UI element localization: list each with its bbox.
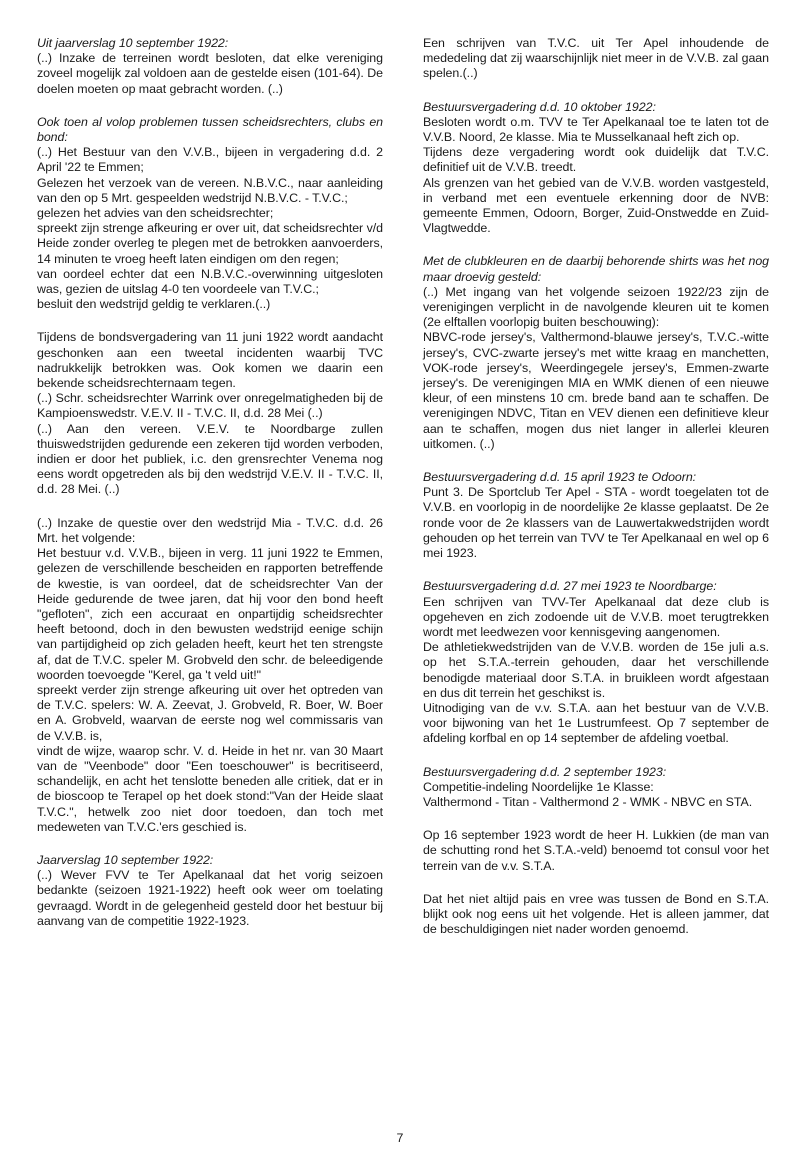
paragraph-text: Op 16 september 1923 wordt de heer H. Lukkien (de man van de schutting rond het S.T.A.-veld) benoemd tot consul voor het terrein van de v.v. S.T.A. [423,828,769,873]
paragraph [423,100,769,237]
paragraph-heading: Met de clubkleuren en de daarbij behorende shirts was het nog maar droevig gesteld: [423,254,769,284]
paragraph [423,254,769,452]
paragraph-text: (..) Wever FVV te Ter Apelkanaal dat het vorig seizoen bedankte (seizoen 1921-1922) heeft ook weer om toelating gevraagd. Wordt in de gelegenheid gesteld door het bestuur bij aanvang van de competitie 1922-1923. [37,868,383,928]
paragraph [37,330,383,497]
paragraph-text: (..) Het Bestuur van den V.V.B., bijeen in vergadering d.d. 2 April '22 te Emmen; Gelezen het verzoek van de vereen. N.B.V.C., naar aanleiding van den op 5 Mrt. gespeelden wedstrijd N.B.V.C. - T.V.C.; gelezen het advies van den scheidsrechter; spreekt zijn strenge afkeuring er over uit, dat scheidsrechter v/d Heide zonder overleg te plegen met de betrokken aanvoerders, 14 minuten te vroeg heeft laten eindigen om den regen; van oordeel echter dat een N.B.V.C.-overwinning uitgesloten was, gezien de uitslag 4-0 ten voordeele van T.V.C.; besluit den wedstrijd geldig te verklaren.(..) [37,145,383,312]
paragraph [37,36,383,97]
paragraph-text: Dat het niet altijd pais en vree was tussen de Bond en S.T.A. blijkt ook nog eens uit het volgende. Het is alleen jammer, dat de beschuldigingen niet nader worden genoemd. [423,891,769,937]
paragraph-heading: Bestuursvergadering d.d. 15 april 1923 te Odoorn: [423,470,697,485]
left-column [37,36,383,929]
paragraph-heading: Ook toen al volop problemen tussen scheidsrechters, clubs en bond: [37,114,383,145]
paragraph [37,853,383,929]
paragraph [423,892,769,938]
paragraph-text: Competitie-indeling Noordelijke 1e Klasse: Valthermond - Titan - Valthermond 2 - WMK - NBVC en STA. [423,779,753,809]
paragraph [37,516,383,835]
paragraph-text: Tijdens de bondsvergadering van 11 juni 1922 wordt aandacht geschonken aan een tweetal incidenten waarbij TVC nadrukkelijk betrokken was. Ook komen we daarin een bekende scheidsrechternaam tegen. (..) Schr. scheidsrechter Warrink over onregelmatigheden bij de Kampioenswedstr. V.E.V. II - T.V.C. II, d.d. 28 Mei (..) (..) Aan den vereen. V.E.V. te Noordbarge zullen thuiswedstrijden gedurende een zekeren tijd worden verboden, indien er door het publiek, i.c. den grensrechter Venema nog eens wordt opgetreden als bij den wedstrijd V.E.V. II - T.V.C. II, d.d. 28 Mei. (..) [37,330,383,497]
paragraph [423,579,769,746]
page-number: 7 [396,1131,404,1145]
right-column [423,36,769,937]
paragraph-heading: Bestuursvergadering d.d. 27 mei 1923 te Noordbarge: [423,579,717,594]
paragraph-text: Besloten wordt o.m. TVV te Ter Apelkanaal toe te laten tot de V.V.B. Noord, 2e klasse. Mia te Musselkanaal heft zich op. Tijdens deze vergadering wordt ook duidelijk dat T.V.C. definitief uit de V.V.B. treedt. Als grenzen van het gebied van de V.V.B. worden vastgesteld, in verband met een eventuele erkenning door de NVB: gemeente Emmen, Odoorn, Borger, Zuid-Onstwedde en Zuid-Vlagtwedde. [423,114,769,236]
paragraph-text: (..) Met ingang van het volgende seizoen 1922/23 zijn de verenigingen verplicht in de navolgende kleuren uit te komen (2e elftallen voorlopig buiten beschouwing): NBVC-rode jersey's, Valthermond-blauwe jersey's, T.V.C.-witte jersey's, CVC-zwarte jersey's met witte kraag en manchetten, VOK-rode jersey's, Weerdingegele jersey's, Emmen-zwarte jersey's. De verenigingen MIA en WMK dienen of een nieuwe kleur, of een minstens 10 cm. brede band aan te schaffen. De verenigingen NDVC, Titan en VEV dienen een definitieve kleur aan te schaffen, mogen dus niet langer in allerlei kleuren uitkomen. (..) [423,284,769,451]
paragraph-heading: Bestuursvergadering d.d. 10 oktober 1922: [423,99,656,114]
paragraph-text: Een schrijven van TVV-Ter Apelkanaal dat deze club is opgeheven en zich zodoende uit de V.V.B. moet terugtrekken wordt met leedwezen voor kennisgeving aangenomen. De athletiekwedstrijden van de V.V.B. worden de 15e juli a.s. op het S.T.A.-terrein gehouden, daar het verschillende benodigde materiaal door S.T.A. in bruikleen wordt afgestaan en dus dit terrein het geschikst is. Uitnodiging van de v.v. S.T.A. aan het bestuur van de V.V.B. voor bijwoning van het 1e Lustrumfeest. Op 7 september de afdeling korfbal en op 14 september de afdeling voetbal. [423,594,769,746]
paragraph [423,828,769,874]
paragraph [423,470,769,561]
paragraph-heading: Jaarverslag 10 september 1922: [37,852,214,867]
paragraph-text: Punt 3. De Sportclub Ter Apel - STA - wordt toegelaten tot de V.V.B. en voorlopig in de noordelijke 2e klasse geplaatst. De 2e ronde voor de 2e klassers van de Lauwertakwedstrijden wordt gehouden op het terrein van TVV te Ter Apelkanaal en wel op 6 mei 1923. [423,485,769,561]
paragraph-heading: Bestuursvergadering d.d. 2 september 1923: [423,764,667,779]
paragraph-text: (..) Inzake de terreinen wordt besloten, dat elke vereniging zoveel mogelijk zal voldoen aan de gestelde eisen (101-64). De doelen moeten op maat gebracht worden. (..) [37,51,383,96]
paragraph [37,115,383,313]
paragraph [423,36,769,82]
paragraph-text: Een schrijven van T.V.C. uit Ter Apel inhoudende de mededeling dat zij waarschijnlijk niet meer in de V.V.B. zal gaan spelen.(..) [423,36,769,81]
paragraph-heading: Uit jaarverslag 10 september 1922: [37,36,229,50]
paragraph [423,765,769,811]
paragraph-text: (..) Inzake de questie over den wedstrijd Mia - T.V.C. d.d. 26 Mrt. het volgende: Het bestuur v.d. V.V.B., bijeen in verg. 11 juni 1922 te Emmen, gelezen de verschillende bescheiden en rapporten betreffende de kwestie, is van oordeel, dat de scheidsrechter Van der Heide gedurende de twee jaren, dat hij voor den bond heeft "gefloten", zich een accuraat en onpartijdig scheidsrechter heeft betoond, doch in den bewusten wedstrijd eenige schijn van partijdigheid op zich geladen heeft, keurt het ten strengste af, dat de T.V.C. speler M. Grobveld den schr. de beleedigende woorden toevoegde "Kerel, ga 't veld uit!" spreekt verder zijn strenge afkeuring uit over het optreden van de T.V.C. spelers: W. A. Zeevat, J. Grobveld, R. Boer, W. Boer en A. Grobveld, waarvan de eerste nog wel commissaris van de V.V.B. is, vindt de wijze, waarop schr. V. d. Heide in het nr. van 30 Maart van de "Veenbode" door "Een toeschouwer" is becritiseerd, schandelijk, en acht het tenslotte beneden alle critiek, dat er in de bioscoop te Terapel op het doek stond:"Van der Heide slaat T.V.C.", hetwelk zoo niet door toedoen, dan toch met medeweten van T.V.C.'ers geschied is. [37,515,383,834]
